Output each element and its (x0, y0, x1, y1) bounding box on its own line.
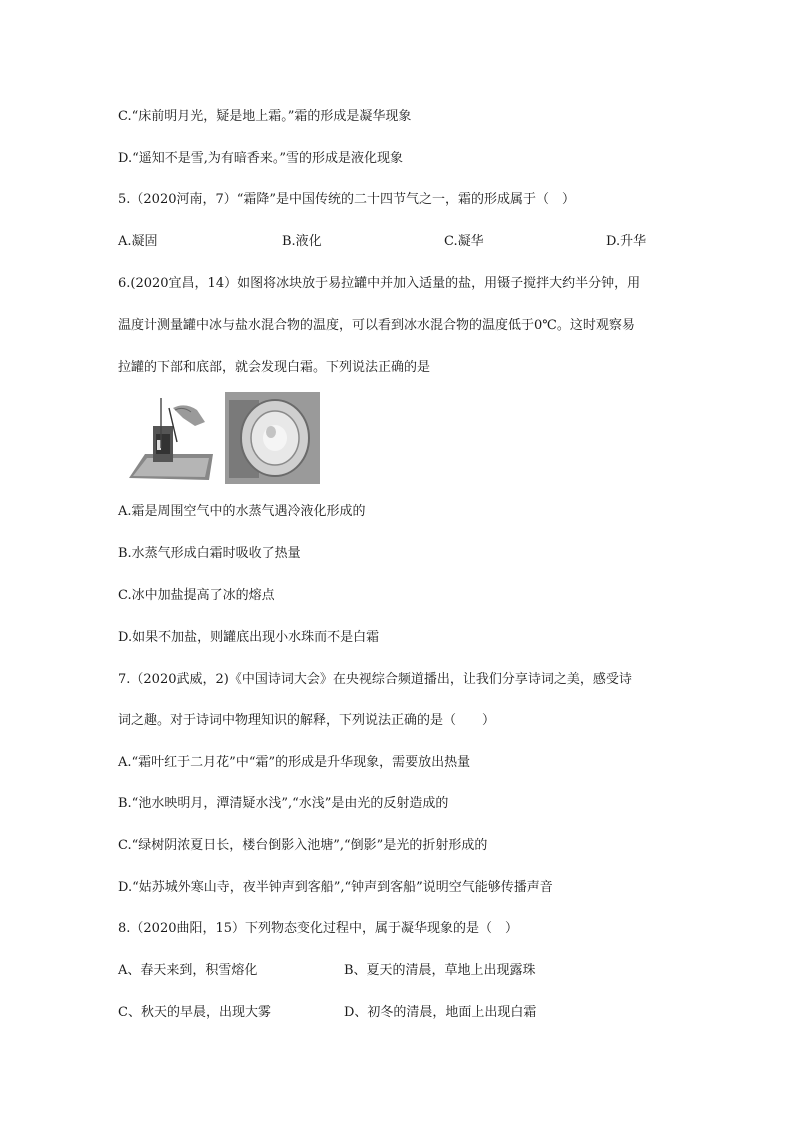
q5-option-b: B.液化 (282, 234, 322, 249)
q6-option-c: C.冰中加盐提高了冰的熔点 (118, 588, 275, 603)
q8-options-row-1 (118, 962, 678, 980)
question-5: 5.（2020河南，7）“霜降”是中国传统的二十四节气之一，霜的形成属于（ ） (118, 192, 576, 207)
q4-option-d: D.“遥知不是雪,为有暗香来。”雪的形成是液化现象 (118, 151, 404, 166)
can-on-cloth-image (129, 398, 213, 480)
question-6-line-2: 温度计测量罐中冰与盐水混合物的温度，可以看到冰水混合物的温度低于0℃。这时观察易 (118, 318, 635, 333)
q4-option-c: C.“床前明月光，疑是地上霜。”霜的形成是凝华现象 (118, 109, 412, 124)
q5-options (118, 233, 678, 251)
ice-can-figure (125, 392, 320, 484)
question-7-line-1: 7.（2020武威，2)《中国诗词大会》在央视综合频道播出，让我们分享诗词之美，感受诗 (118, 672, 632, 687)
q7-option-c: C.“绿树阴浓夏日长，楼台倒影入池塘”,“倒影”是光的折射形成的 (118, 838, 488, 853)
question-7-line-2: 词之趣。对于诗词中物理知识的解释，下列说法正确的是（ ） (118, 713, 496, 728)
q7-option-a: A.“霜叶红于二月花”中“霜”的形成是升华现象，需要放出热量 (118, 755, 471, 770)
q7-option-d: D.“姑苏城外寒山寺，夜半钟声到客船”,“钟声到客船”说明空气能够传播声音 (118, 880, 553, 895)
question-6-line-1: 6.(2020宜昌，14）如图将冰块放于易拉罐中并加入适量的盐，用镊子搅拌大约半分钟，用 (118, 276, 641, 291)
q8-option-b: B、夏天的清晨，草地上出现露珠 (344, 963, 536, 978)
q5-option-c: C.凝华 (444, 234, 484, 249)
q8-option-a: A、春天来到，积雪熔化 (118, 963, 258, 978)
q5-option-d: D.升华 (606, 234, 647, 249)
question-8: 8.（2020曲阳，15）下列物态变化过程中，属于凝华现象的是（ ） (118, 921, 519, 936)
q8-options-row-2 (118, 1004, 678, 1022)
q7-option-b: B.“池水映明月，潭清疑水浅”,“水浅”是由光的反射造成的 (118, 796, 449, 811)
q8-option-d: D、初冬的清晨，地面上出现白霜 (344, 1005, 537, 1020)
question-6-line-3: 拉罐的下部和底部，就会发现白霜。下列说法正确的是 (118, 360, 431, 375)
q6-option-a: A.霜是周围空气中的水蒸气遇冷液化形成的 (118, 504, 366, 519)
q5-option-a: A.凝固 (118, 234, 158, 249)
q6-option-b: B.水蒸气形成白霜时吸收了热量 (118, 546, 301, 561)
q6-option-d: D.如果不加盐，则罐底出现小水珠而不是白霜 (118, 630, 380, 645)
can-bottom-frost-image (225, 392, 320, 484)
q8-option-c: C、秋天的早晨，出现大雾 (118, 1005, 271, 1020)
